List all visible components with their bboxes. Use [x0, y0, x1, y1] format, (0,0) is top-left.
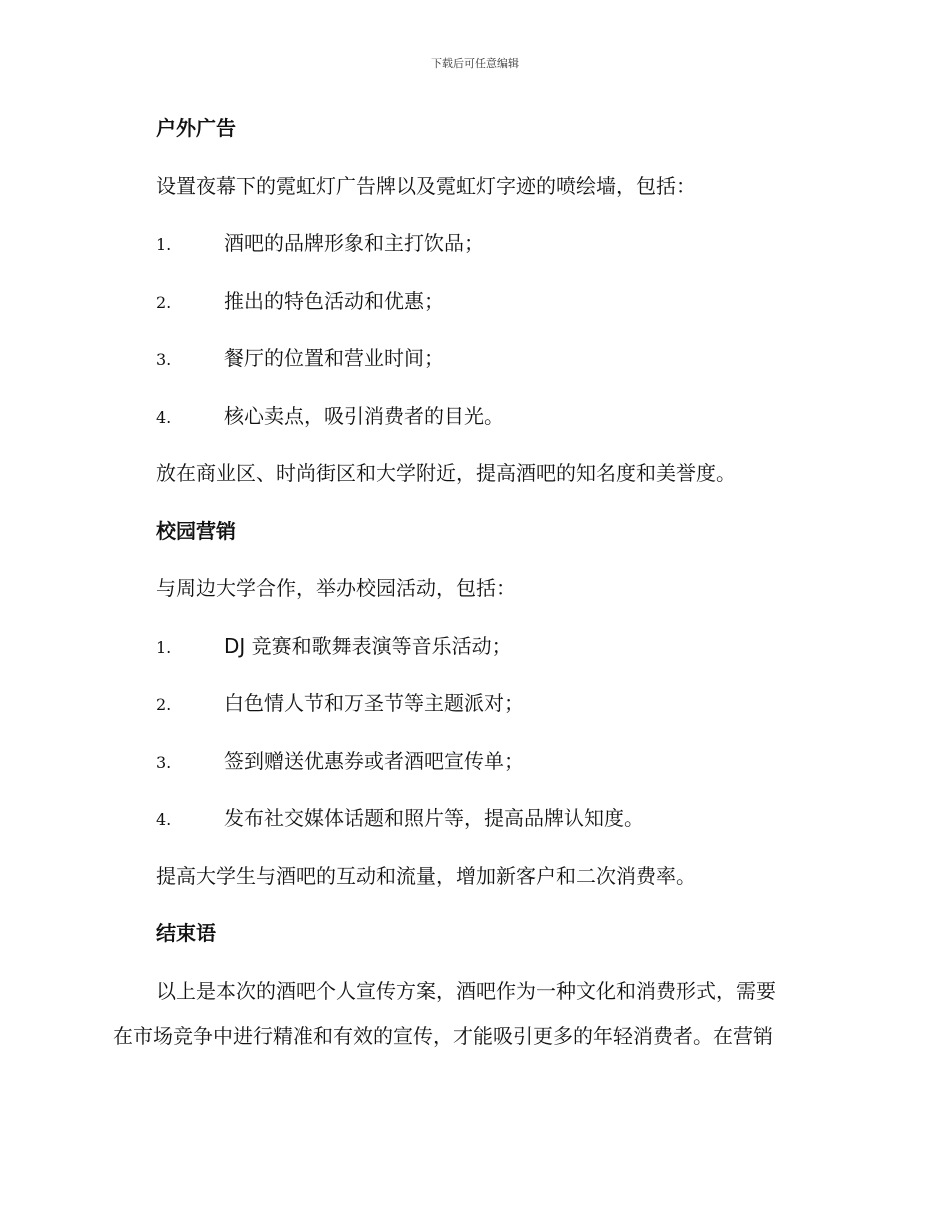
list-item-text: 酒吧的品牌形象和主打饮品； [224, 231, 484, 255]
document-body [113, 108, 837, 1061]
list-item-number: 3. [156, 752, 172, 772]
list-item-text: 推出的特色活动和优惠； [224, 288, 444, 313]
closing-paragraph [113, 971, 837, 1061]
list-item [113, 281, 837, 339]
list-item-number: 4. [156, 810, 172, 829]
section-heading-campus: 校园营销 [156, 518, 236, 543]
list-item [113, 741, 837, 799]
list-item-number: 1. [156, 637, 172, 657]
closing-line-2: 在市场竞争中进行精准和有效的宣传，才能吸引更多的年轻消费者。在营销 [113, 1023, 773, 1048]
list-item-text: DJ 竞赛和歌舞表演等音乐活动； [224, 633, 512, 658]
section-heading-closing: 结束语 [156, 921, 216, 945]
list-item [113, 396, 837, 454]
list-item-number: 2. [156, 292, 172, 312]
list-item-text: 餐厅的位置和营业时间； [224, 346, 444, 370]
campus-outro: 提高大学生与酒吧的互动和流量，增加新客户和二次消费率。 [156, 863, 696, 888]
list-item [113, 223, 837, 281]
list-item-text: 白色情人节和万圣节等主题派对； [224, 691, 524, 715]
campus-intro: 与周边大学合作，举办校园活动，包括： [156, 576, 516, 600]
closing-line-1: 以上是本次的酒吧个人宣传方案，酒吧作为一种文化和消费形式，需要 [156, 978, 776, 1003]
list-item-number: 3. [156, 350, 172, 369]
list-item [113, 683, 837, 741]
list-item-text: 发布社交媒体话题和照片等，提高品牌认知度。 [224, 806, 644, 830]
list-item-number: 4. [156, 407, 172, 427]
list-item [113, 798, 837, 856]
outdoor-outro: 放在商业区、时尚街区和大学附近，提高酒吧的知名度和美誉度。 [156, 461, 736, 485]
list-item-text: 签到赠送优惠券或者酒吧宣传单； [224, 748, 524, 773]
header-note: 下载后可任意编辑 [431, 57, 519, 70]
outdoor-intro: 设置夜幕下的霓虹灯广告牌以及霓虹灯字迹的喷绘墙，包括： [156, 173, 696, 198]
list-item-number: 1. [156, 235, 172, 254]
list-item-number: 2. [156, 695, 172, 714]
list-item [113, 338, 837, 396]
list-item [113, 626, 837, 684]
section-heading-outdoor: 户外广告 [156, 116, 236, 140]
list-item-text: 核心卖点，吸引消费者的目光。 [224, 403, 504, 428]
